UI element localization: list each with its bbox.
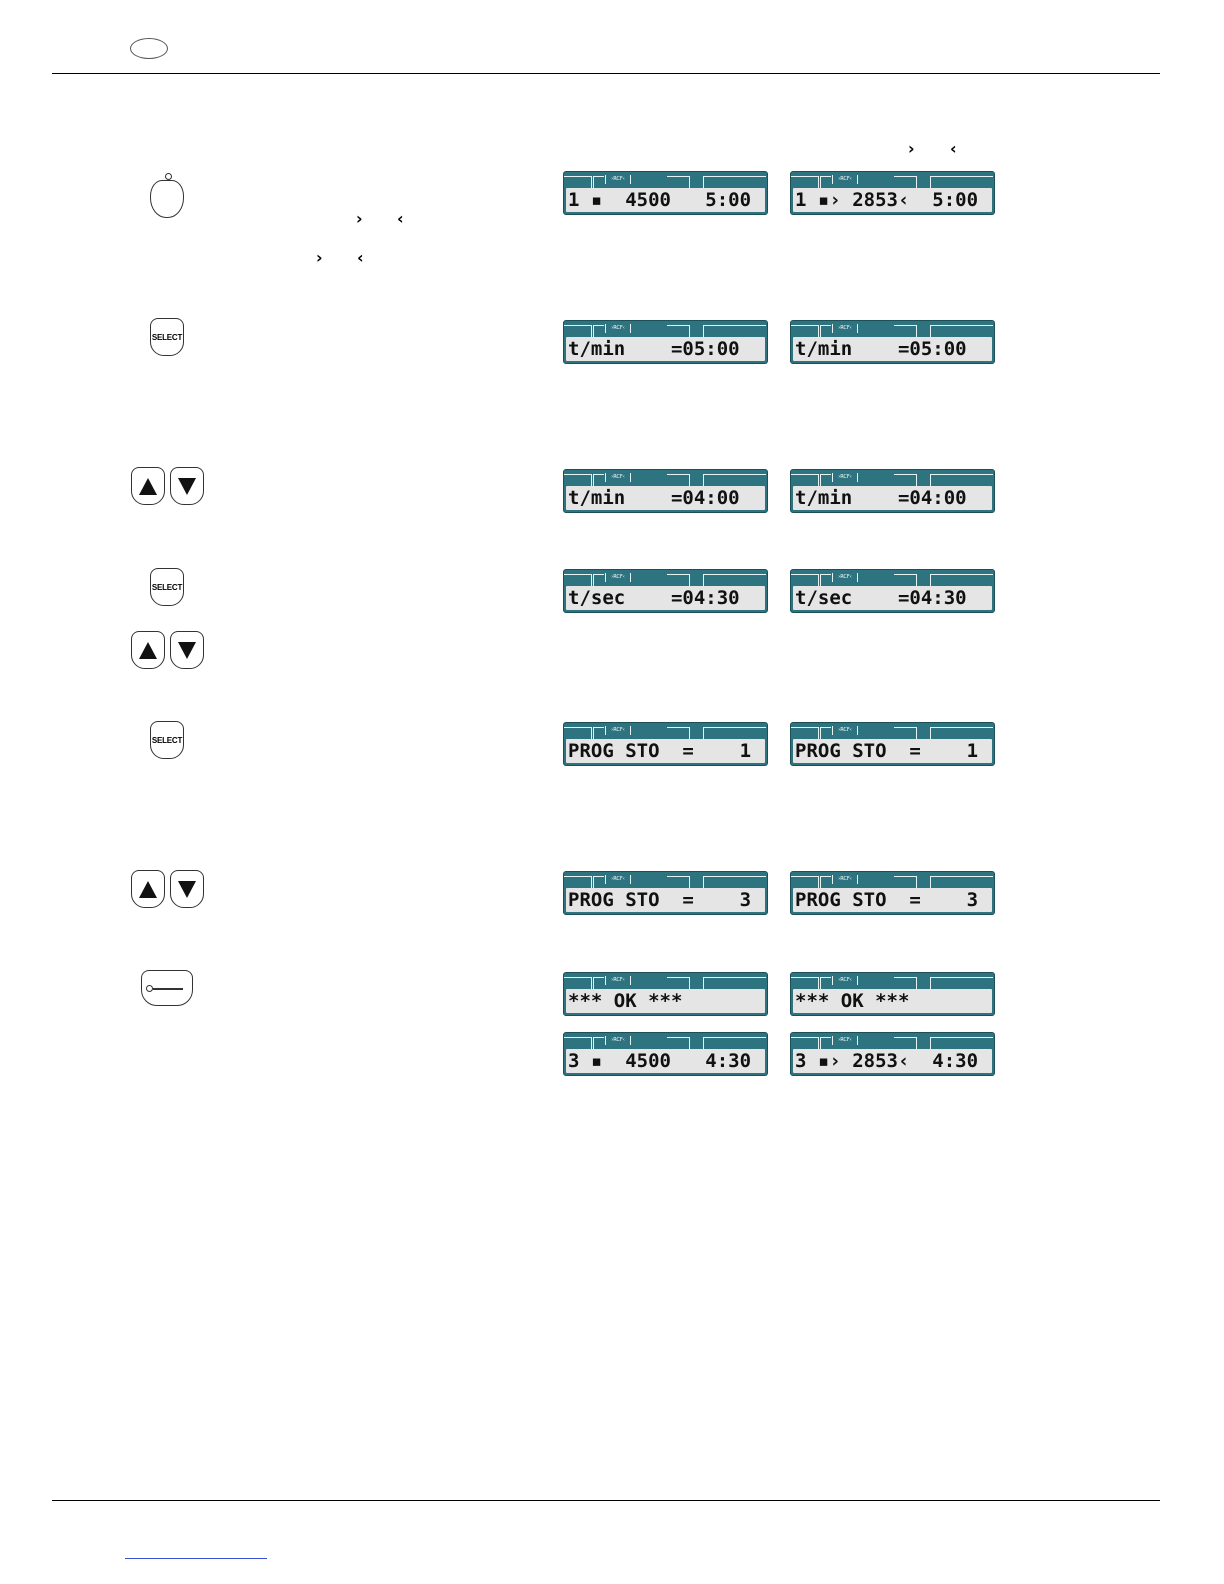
down-arrow-button[interactable] [170, 631, 204, 669]
lcd-text: t/min =04:00 [568, 487, 740, 509]
up-arrow-icon [139, 642, 157, 659]
start-button[interactable] [150, 180, 184, 218]
lt-symbol: ‹ [397, 209, 404, 228]
gt-symbol: › [316, 248, 323, 267]
rcf-label: ›RCF‹ [605, 976, 631, 985]
down-arrow-button[interactable] [170, 870, 204, 908]
up-arrow-button[interactable] [131, 870, 165, 908]
up-arrow-icon [139, 881, 157, 898]
lcd-text: *** OK *** [795, 990, 910, 1012]
rcf-label: ›RCF‹ [605, 1036, 631, 1045]
lcd-text: PROG STO = 3 [568, 889, 752, 911]
lcd-text: 1 ▪ 4500 5:00 [568, 189, 752, 211]
lcd-display [563, 722, 768, 766]
indicator-dot-icon [165, 173, 172, 180]
gt-symbol: › [908, 139, 915, 158]
down-arrow-icon [178, 642, 196, 659]
rcf-label: ›RCF‹ [832, 1036, 858, 1045]
lcd-display [790, 569, 995, 613]
logo-icon [130, 38, 168, 59]
lcd-display [790, 871, 995, 915]
up-arrow-button[interactable] [131, 631, 165, 669]
lcd-text: PROG STO = 3 [795, 889, 979, 911]
gt-symbol: › [356, 209, 363, 228]
rcf-label: ›RCF‹ [832, 175, 858, 184]
rcf-label: ›RCF‹ [832, 875, 858, 884]
down-arrow-icon [178, 881, 196, 898]
lcd-display [563, 171, 768, 215]
lt-symbol: ‹ [357, 248, 364, 267]
rcf-label: ›RCF‹ [605, 473, 631, 482]
header-divider [52, 73, 1160, 74]
key-store-button[interactable] [141, 970, 193, 1006]
footer-link[interactable] [125, 1558, 267, 1559]
select-button[interactable] [150, 568, 184, 606]
lcd-text: 3 ▪› 2853‹ 4:30 [795, 1050, 979, 1072]
lcd-text: t/sec =04:30 [795, 587, 967, 609]
lcd-text: t/min =05:00 [795, 338, 967, 360]
lcd-display [790, 1032, 995, 1076]
select-label: SELECT [151, 735, 183, 745]
lcd-display [790, 469, 995, 513]
lcd-display [790, 171, 995, 215]
down-arrow-icon [178, 478, 196, 495]
lcd-display [563, 320, 768, 364]
lt-symbol: ‹ [950, 139, 957, 158]
lcd-display [563, 1032, 768, 1076]
rcf-label: ›RCF‹ [832, 473, 858, 482]
key-icon [146, 985, 153, 992]
lcd-text: t/min =04:00 [795, 487, 967, 509]
key-line [153, 988, 183, 990]
rcf-label: ›RCF‹ [832, 324, 858, 333]
lcd-text: PROG STO = 1 [568, 740, 752, 762]
lcd-display [563, 871, 768, 915]
lcd-display [790, 722, 995, 766]
up-arrow-button[interactable] [131, 467, 165, 505]
lcd-text: t/sec =04:30 [568, 587, 740, 609]
lcd-text: PROG STO = 1 [795, 740, 979, 762]
select-label: SELECT [151, 332, 183, 342]
lcd-text: 3 ▪ 4500 4:30 [568, 1050, 752, 1072]
rcf-label: ›RCF‹ [605, 875, 631, 884]
select-button[interactable] [150, 318, 184, 356]
rcf-label: ›RCF‹ [832, 726, 858, 735]
select-label: SELECT [151, 582, 183, 592]
rcf-label: ›RCF‹ [832, 976, 858, 985]
lcd-display [563, 972, 768, 1016]
lcd-display [790, 320, 995, 364]
lcd-display [790, 972, 995, 1016]
lcd-text: 1 ▪› 2853‹ 5:00 [795, 189, 979, 211]
lcd-text: *** OK *** [568, 990, 683, 1012]
lcd-text: t/min =05:00 [568, 338, 740, 360]
lcd-display [563, 469, 768, 513]
up-arrow-icon [139, 478, 157, 495]
rcf-label: ›RCF‹ [605, 324, 631, 333]
select-button[interactable] [150, 721, 184, 759]
rcf-label: ›RCF‹ [605, 573, 631, 582]
rcf-label: ›RCF‹ [832, 573, 858, 582]
rcf-label: ›RCF‹ [605, 175, 631, 184]
footer-divider [52, 1500, 1160, 1501]
lcd-display [563, 569, 768, 613]
rcf-label: ›RCF‹ [605, 726, 631, 735]
down-arrow-button[interactable] [170, 467, 204, 505]
